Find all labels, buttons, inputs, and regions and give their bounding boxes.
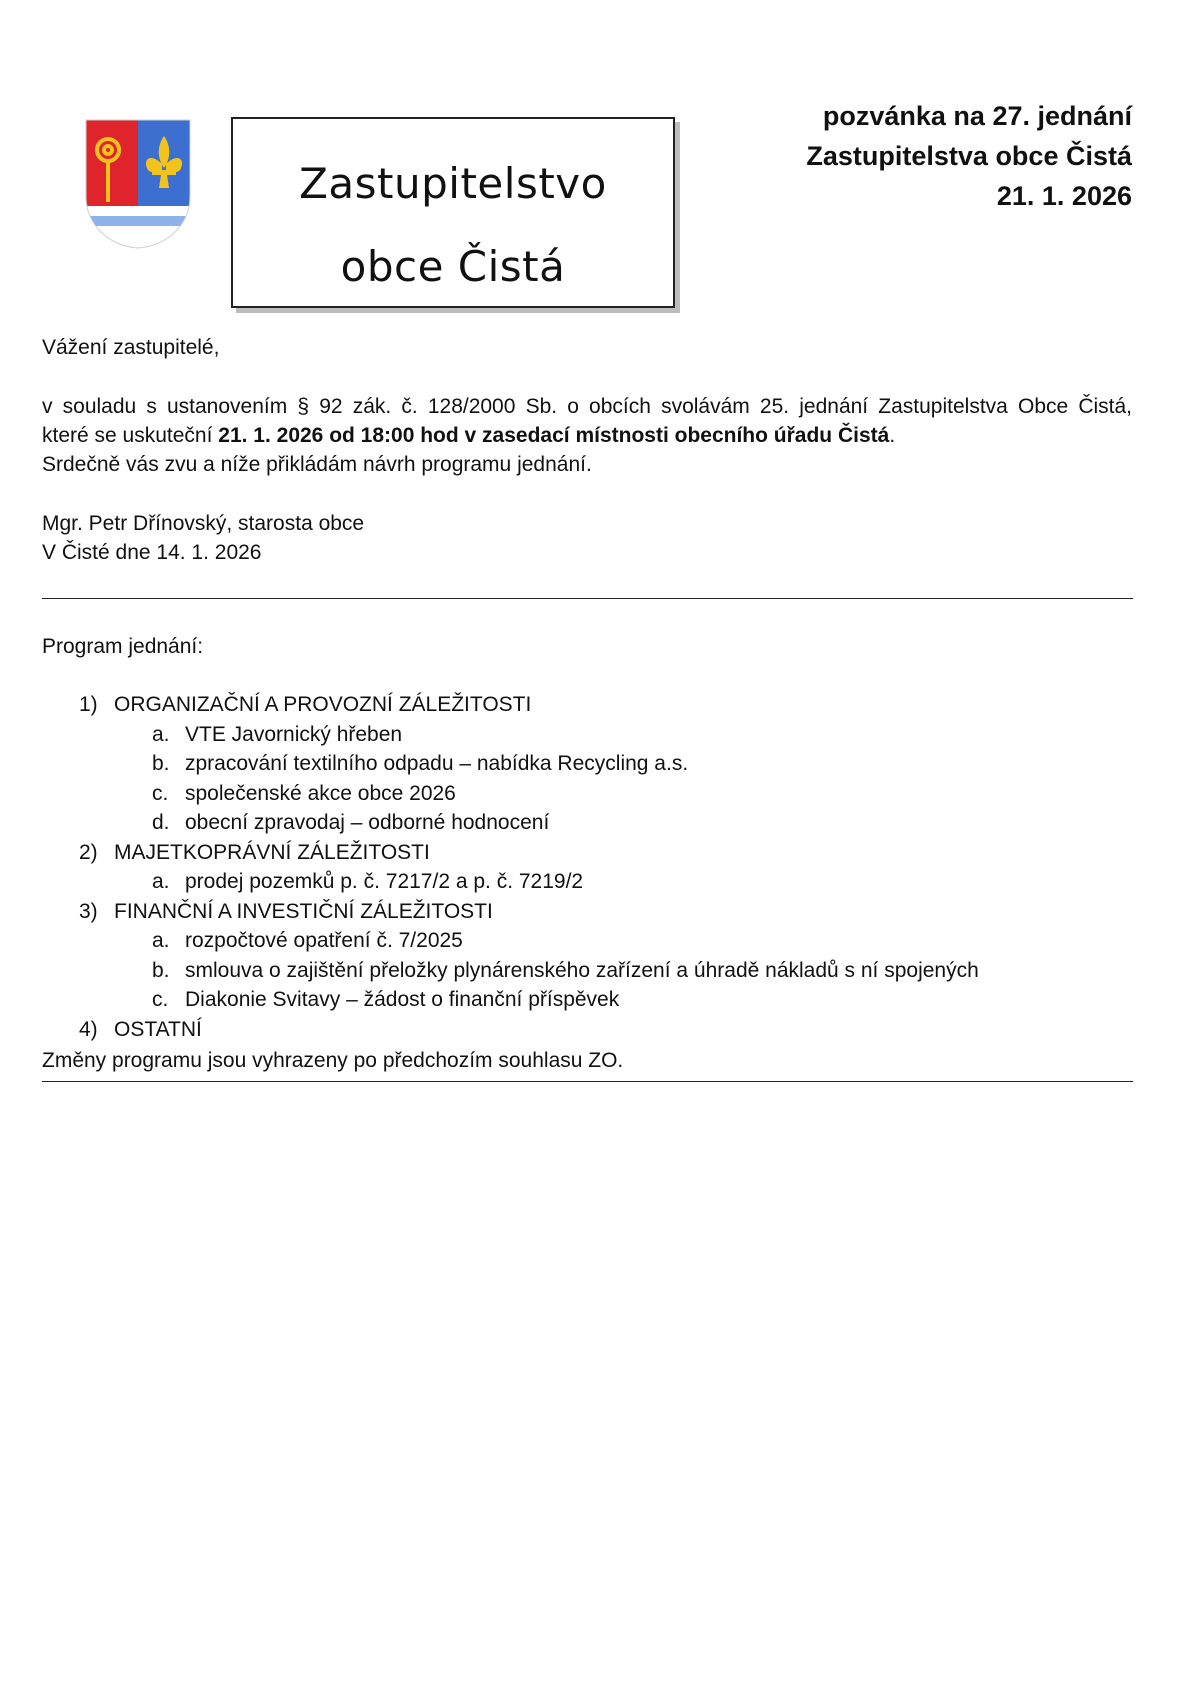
agenda-subitem <box>42 720 1132 750</box>
paragraph-line-2 <box>42 421 1132 450</box>
invitation-line-1: pozvánka na 27. jednání <box>822 101 1132 131</box>
paragraph-line-2-prefix: které se uskuteční <box>42 424 219 447</box>
agenda-subitem-label: smlouva o zajištění přeložky plynárenského zařízení a úhradě nákladů s ní spojených <box>185 958 979 982</box>
title-box <box>231 117 675 308</box>
agenda-subitem-label: VTE Javornický hřeben <box>185 722 403 746</box>
agenda-subitem <box>42 956 1132 986</box>
agenda-subitem-letter: a. <box>152 722 170 746</box>
agenda-subitem-label: zpracování textilního odpadu – nabídka Recycling a.s. <box>185 752 689 775</box>
agenda-item <box>42 1015 1132 1045</box>
agenda-item-number: 2) <box>79 840 98 864</box>
agenda-item <box>42 690 1132 720</box>
agenda-item <box>42 897 1132 927</box>
greeting: Vážení zastupitelé, <box>42 336 220 359</box>
shield-blue-band <box>84 216 192 226</box>
place-date: V Čisté dne 14. 1. 2026 <box>42 541 262 564</box>
agenda-item-label: FINANČNÍ A INVESTIČNÍ ZÁLEŽITOSTI <box>114 899 493 923</box>
agenda-subitem-label: rozpočtové opatření č. 7/2025 <box>185 929 463 952</box>
agenda-item-number: 4) <box>79 1017 98 1041</box>
paragraph-line-1: v souladu s ustanovením § 92 zák. č. 128/2000 Sb. o obcích svolávám 25. jednání Zastupitelstva Obce Čistá, <box>42 395 1132 418</box>
agenda-item <box>42 838 1132 868</box>
agenda-item-label: ORGANIZAČNÍ A PROVOZNÍ ZÁLEŽITOSTI <box>114 693 532 716</box>
agenda-subitem-letter: a. <box>152 870 170 893</box>
shield-white-band-1 <box>84 206 192 216</box>
divider-top <box>42 598 1133 599</box>
agenda-subitem <box>42 779 1132 809</box>
meeting-datetime-place: 21. 1. 2026 od 18:00 hod v zasedací místnosti obecního úřadu Čistá <box>218 424 890 447</box>
agenda-item-label: MAJETKOPRÁVNÍ ZÁLEŽITOSTI <box>114 840 430 864</box>
agenda-subitem <box>42 808 1132 838</box>
agenda-subitem-letter: c. <box>152 781 169 805</box>
agenda-subitem <box>42 867 1132 897</box>
program-heading: Program jednání: <box>42 635 204 658</box>
program-footer-note: Změny programu jsou vyhrazeny po předchozím souhlasu ZO. <box>42 1049 624 1072</box>
agenda-subitem-letter: d. <box>152 811 170 834</box>
agenda-item-number: 3) <box>79 899 98 923</box>
agenda-subitem <box>42 749 1132 779</box>
agenda-subitem-letter: b. <box>152 752 170 775</box>
invitation-date: 21. 1. 2026 <box>996 181 1132 211</box>
agenda-subitem-label: společenské akce obce 2026 <box>185 781 456 805</box>
paragraph-line-2-suffix: . <box>889 424 896 447</box>
agenda-subitem-letter: c. <box>152 988 169 1011</box>
title-line-1: Zastupitelstvo <box>299 159 607 208</box>
signature: Mgr. Petr Dřínovský, starosta obce <box>42 512 365 535</box>
agenda-item-label: OSTATNÍ <box>114 1017 202 1041</box>
divider-bottom <box>42 1081 1133 1082</box>
agenda-subitem-label: prodej pozemků p. č. 7217/2 a p. č. 7219/2 <box>185 870 584 893</box>
agenda-subitem-letter: a. <box>152 929 170 952</box>
agenda-item-number: 1) <box>79 693 98 716</box>
agenda-subitem-letter: b. <box>152 958 170 982</box>
paragraph-line-3: Srdečně vás zvu a níže přikládám návrh programu jednání. <box>42 453 592 476</box>
agenda-subitem <box>42 985 1132 1015</box>
shield-white-band-2 <box>84 226 192 250</box>
agenda-subitem-label: Diakonie Svitavy – žádost o finanční příspěvek <box>185 988 620 1011</box>
coat-of-arms-image <box>84 118 192 250</box>
agenda-subitem <box>42 926 1132 956</box>
title-line-2: obce Čistá <box>340 242 566 291</box>
agenda-subitem-label: obecní zpravodaj – odborné hodnocení <box>185 811 550 834</box>
agenda-list <box>42 690 1132 1044</box>
shield-red-field <box>84 118 138 208</box>
invitation-line-2: Zastupitelstva obce Čistá <box>806 141 1132 171</box>
invitation-header <box>806 96 1132 216</box>
